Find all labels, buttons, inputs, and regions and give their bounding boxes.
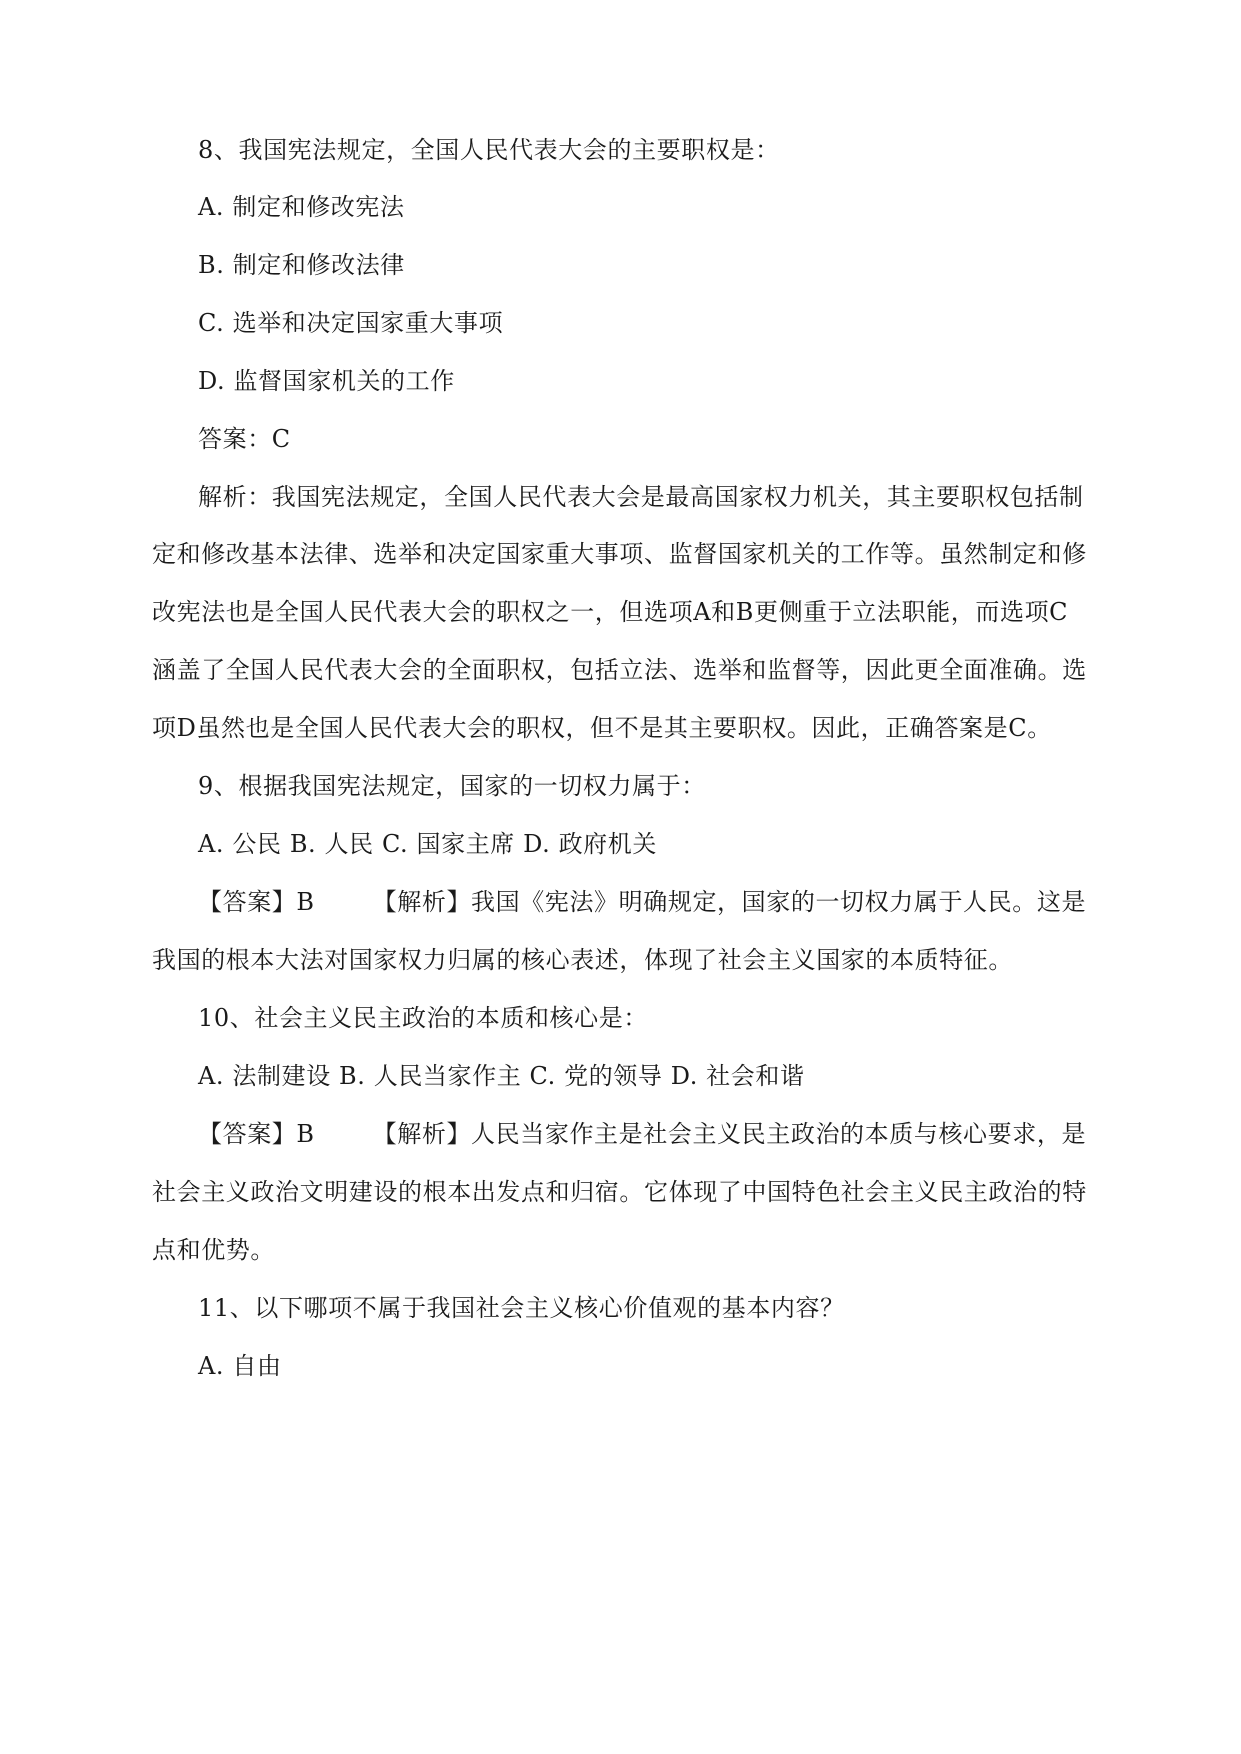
question-8-analysis-line: 涵盖了全国人民代表大会的全面职权，包括立法、选举和监督等，因此更全面准确。选 — [152, 656, 1087, 684]
question-10-analysis-line: 点和优势。 — [152, 1236, 275, 1264]
question-9-answer-row — [198, 886, 1086, 918]
question-10-options: A. 法制建设 B. 人民当家作主 C. 党的领导 D. 社会和谐 — [198, 1062, 805, 1090]
question-9-options: A. 公民 B. 人民 C. 国家主席 D. 政府机关 — [198, 830, 657, 858]
question-9-answer: 【答案】B — [198, 888, 315, 916]
question-8-analysis-line: 定和修改基本法律、选举和决定国家重大事项、监督国家机关的工作等。虽然制定和修 — [152, 540, 1087, 568]
question-8-analysis-line: 解析：我国宪法规定，全国人民代表大会是最高国家权力机关，其主要职权包括制 — [198, 483, 1084, 511]
question-9-analysis-line: 【解析】我国《宪法》明确规定，国家的一切权力属于人民。这是 — [372, 888, 1087, 916]
question-8-answer: 答案：C — [198, 425, 291, 453]
question-9-analysis-line: 我国的根本大法对国家权力归属的核心表述，体现了社会主义国家的本质特征。 — [152, 946, 1013, 974]
question-11-option-a: A. 自由 — [198, 1352, 282, 1380]
question-8-option-d: D. 监督国家机关的工作 — [198, 367, 455, 395]
question-10-answer: 【答案】B — [198, 1120, 315, 1148]
question-10-analysis-line: 社会主义政治文明建设的根本出发点和归宿。它体现了中国特色社会主义民主政治的特 — [152, 1178, 1087, 1206]
question-8-analysis-line: 改宪法也是全国人民代表大会的职权之一，但选项A和B更侧重于立法职能，而选项C — [152, 598, 1069, 626]
question-8-option-c: C. 选举和决定国家重大事项 — [198, 309, 504, 337]
question-10-answer-row — [198, 1118, 1086, 1150]
question-10-analysis-line: 【解析】人民当家作主是社会主义民主政治的本质与核心要求，是 — [372, 1120, 1087, 1148]
question-8-option-b: B. 制定和修改法律 — [198, 251, 405, 279]
question-10-stem: 10、社会主义民主政治的本质和核心是： — [198, 1004, 648, 1032]
question-8-stem: 8、我国宪法规定，全国人民代表大会的主要职权是： — [198, 136, 780, 164]
question-8-option-a: A. 制定和修改宪法 — [198, 193, 405, 221]
question-11-stem: 11、以下哪项不属于我国社会主义核心价值观的基本内容？ — [198, 1294, 845, 1322]
question-8-analysis-line: 项D虽然也是全国人民代表大会的职权，但不是其主要职权。因此，正确答案是C。 — [152, 714, 1052, 742]
question-9-stem: 9、根据我国宪法规定，国家的一切权力属于： — [198, 772, 706, 800]
